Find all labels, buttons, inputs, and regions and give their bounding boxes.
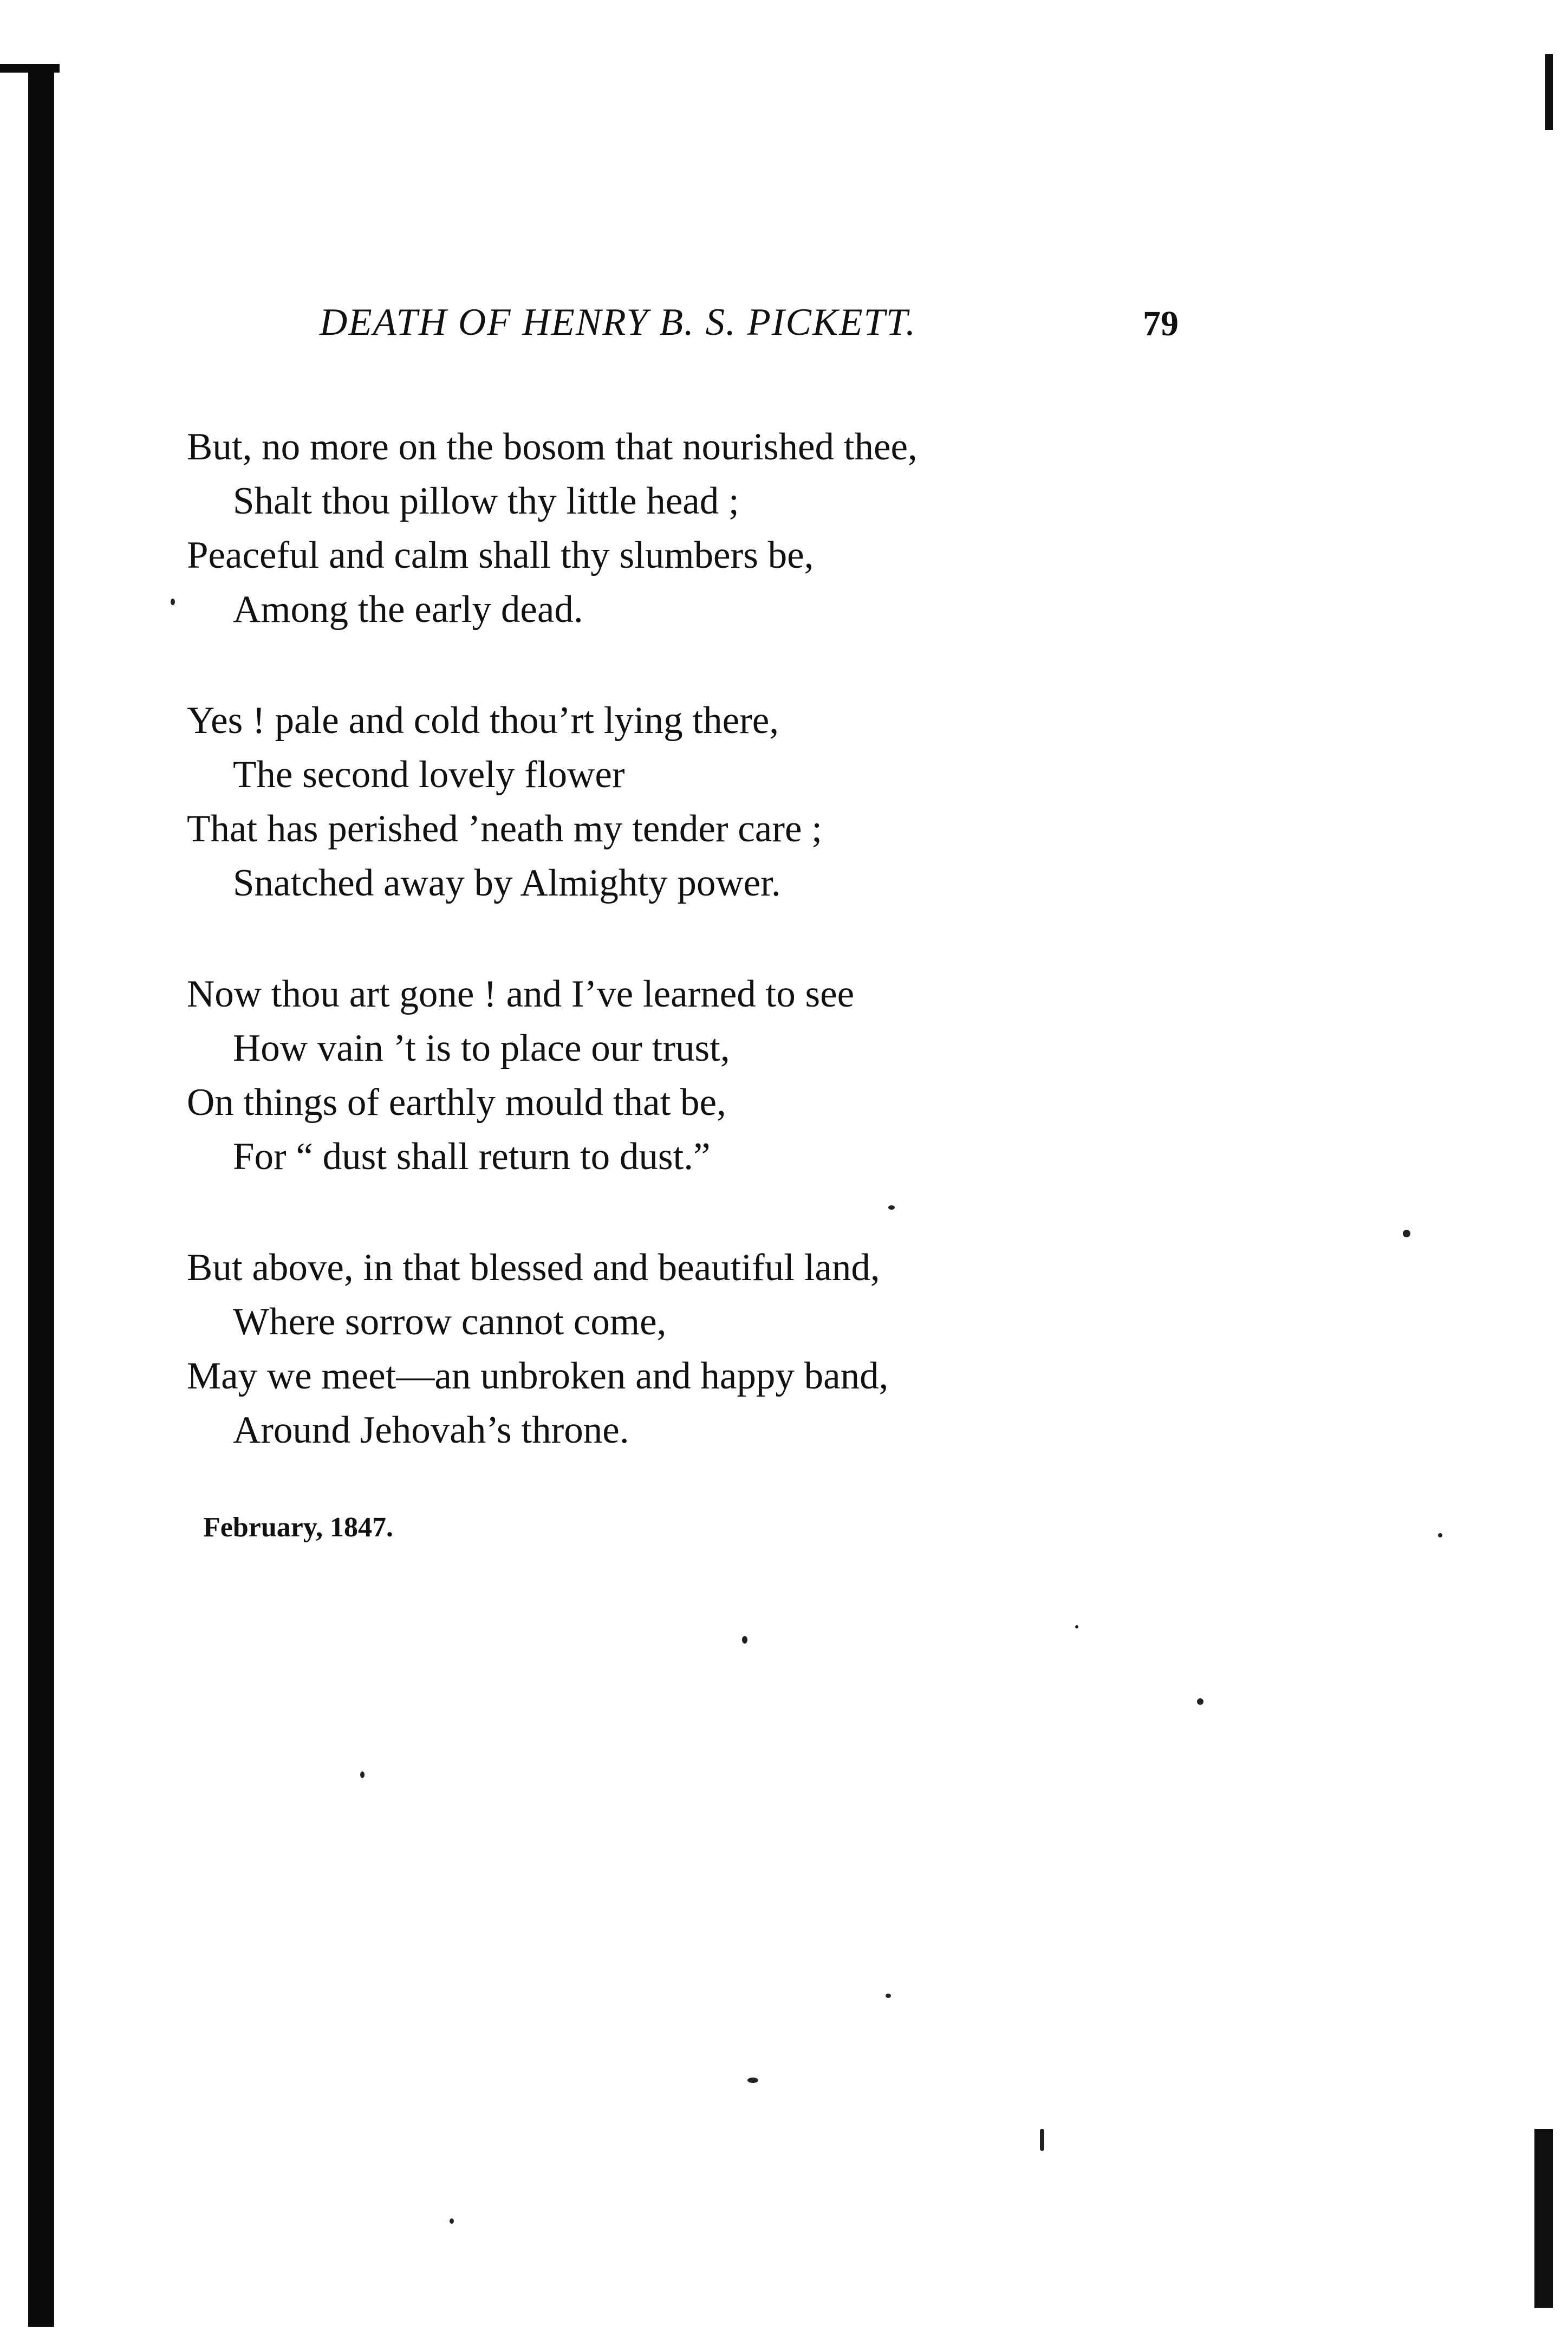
scan-speck (747, 2078, 758, 2083)
scan-speck (886, 1994, 891, 1998)
verse-line: Now thou art gone ! and I’ve learned to see (187, 973, 855, 1015)
verse-line: But above, in that blessed and beautiful land, (187, 1247, 880, 1289)
verse-line: Shalt thou pillow thy little head ; (233, 480, 739, 522)
right-edge-shadow-top (1545, 54, 1553, 130)
stanza-1 (187, 420, 918, 637)
binding-edge-shadow (28, 65, 54, 2327)
verse-line: May we meet—an unbroken and happy band, (187, 1355, 889, 1397)
page-number: 79 (1143, 304, 1179, 343)
verse-line: Where sorrow cannot come, (233, 1301, 667, 1343)
verse-line: Among the early dead. (233, 588, 583, 631)
verse-line: For “ dust shall return to dust.” (233, 1135, 711, 1178)
scan-speck (360, 1771, 365, 1778)
stanza-4 (187, 1241, 888, 1457)
scan-speck (742, 1636, 747, 1644)
scan-speck (1197, 1698, 1203, 1705)
scan-speck (888, 1205, 895, 1210)
scan-speck (1438, 1533, 1442, 1537)
verse-line: Yes ! pale and cold thou’rt lying there, (187, 699, 779, 742)
right-edge-shadow-bottom (1534, 2129, 1553, 2308)
scan-speck (171, 599, 175, 605)
scan-speck (1403, 1230, 1410, 1237)
poem-date: February, 1847. (203, 1512, 393, 1543)
verse-line: Around Jehovah’s throne. (233, 1409, 629, 1451)
verse-line: That has perished ’neath my tender care ; (187, 808, 822, 850)
scan-speck (450, 2218, 454, 2224)
stanza-3 (187, 967, 854, 1184)
stanza-2 (187, 693, 822, 910)
verse-line: But, no more on the bosom that nourished thee, (187, 426, 918, 468)
verse-line: Peaceful and calm shall thy slumbers be, (187, 534, 814, 576)
verse-line: Snatched away by Almighty power. (233, 862, 781, 904)
verse-line: How vain ’t is to place our trust, (233, 1027, 730, 1069)
scan-speck (1075, 1625, 1078, 1628)
verse-line: The second lovely flower (233, 754, 625, 796)
running-head: DEATH OF HENRY B. S. PICKETT. (320, 301, 917, 343)
scan-speck (1040, 2129, 1044, 2151)
verse-line: On things of earthly mould that be, (187, 1081, 726, 1124)
